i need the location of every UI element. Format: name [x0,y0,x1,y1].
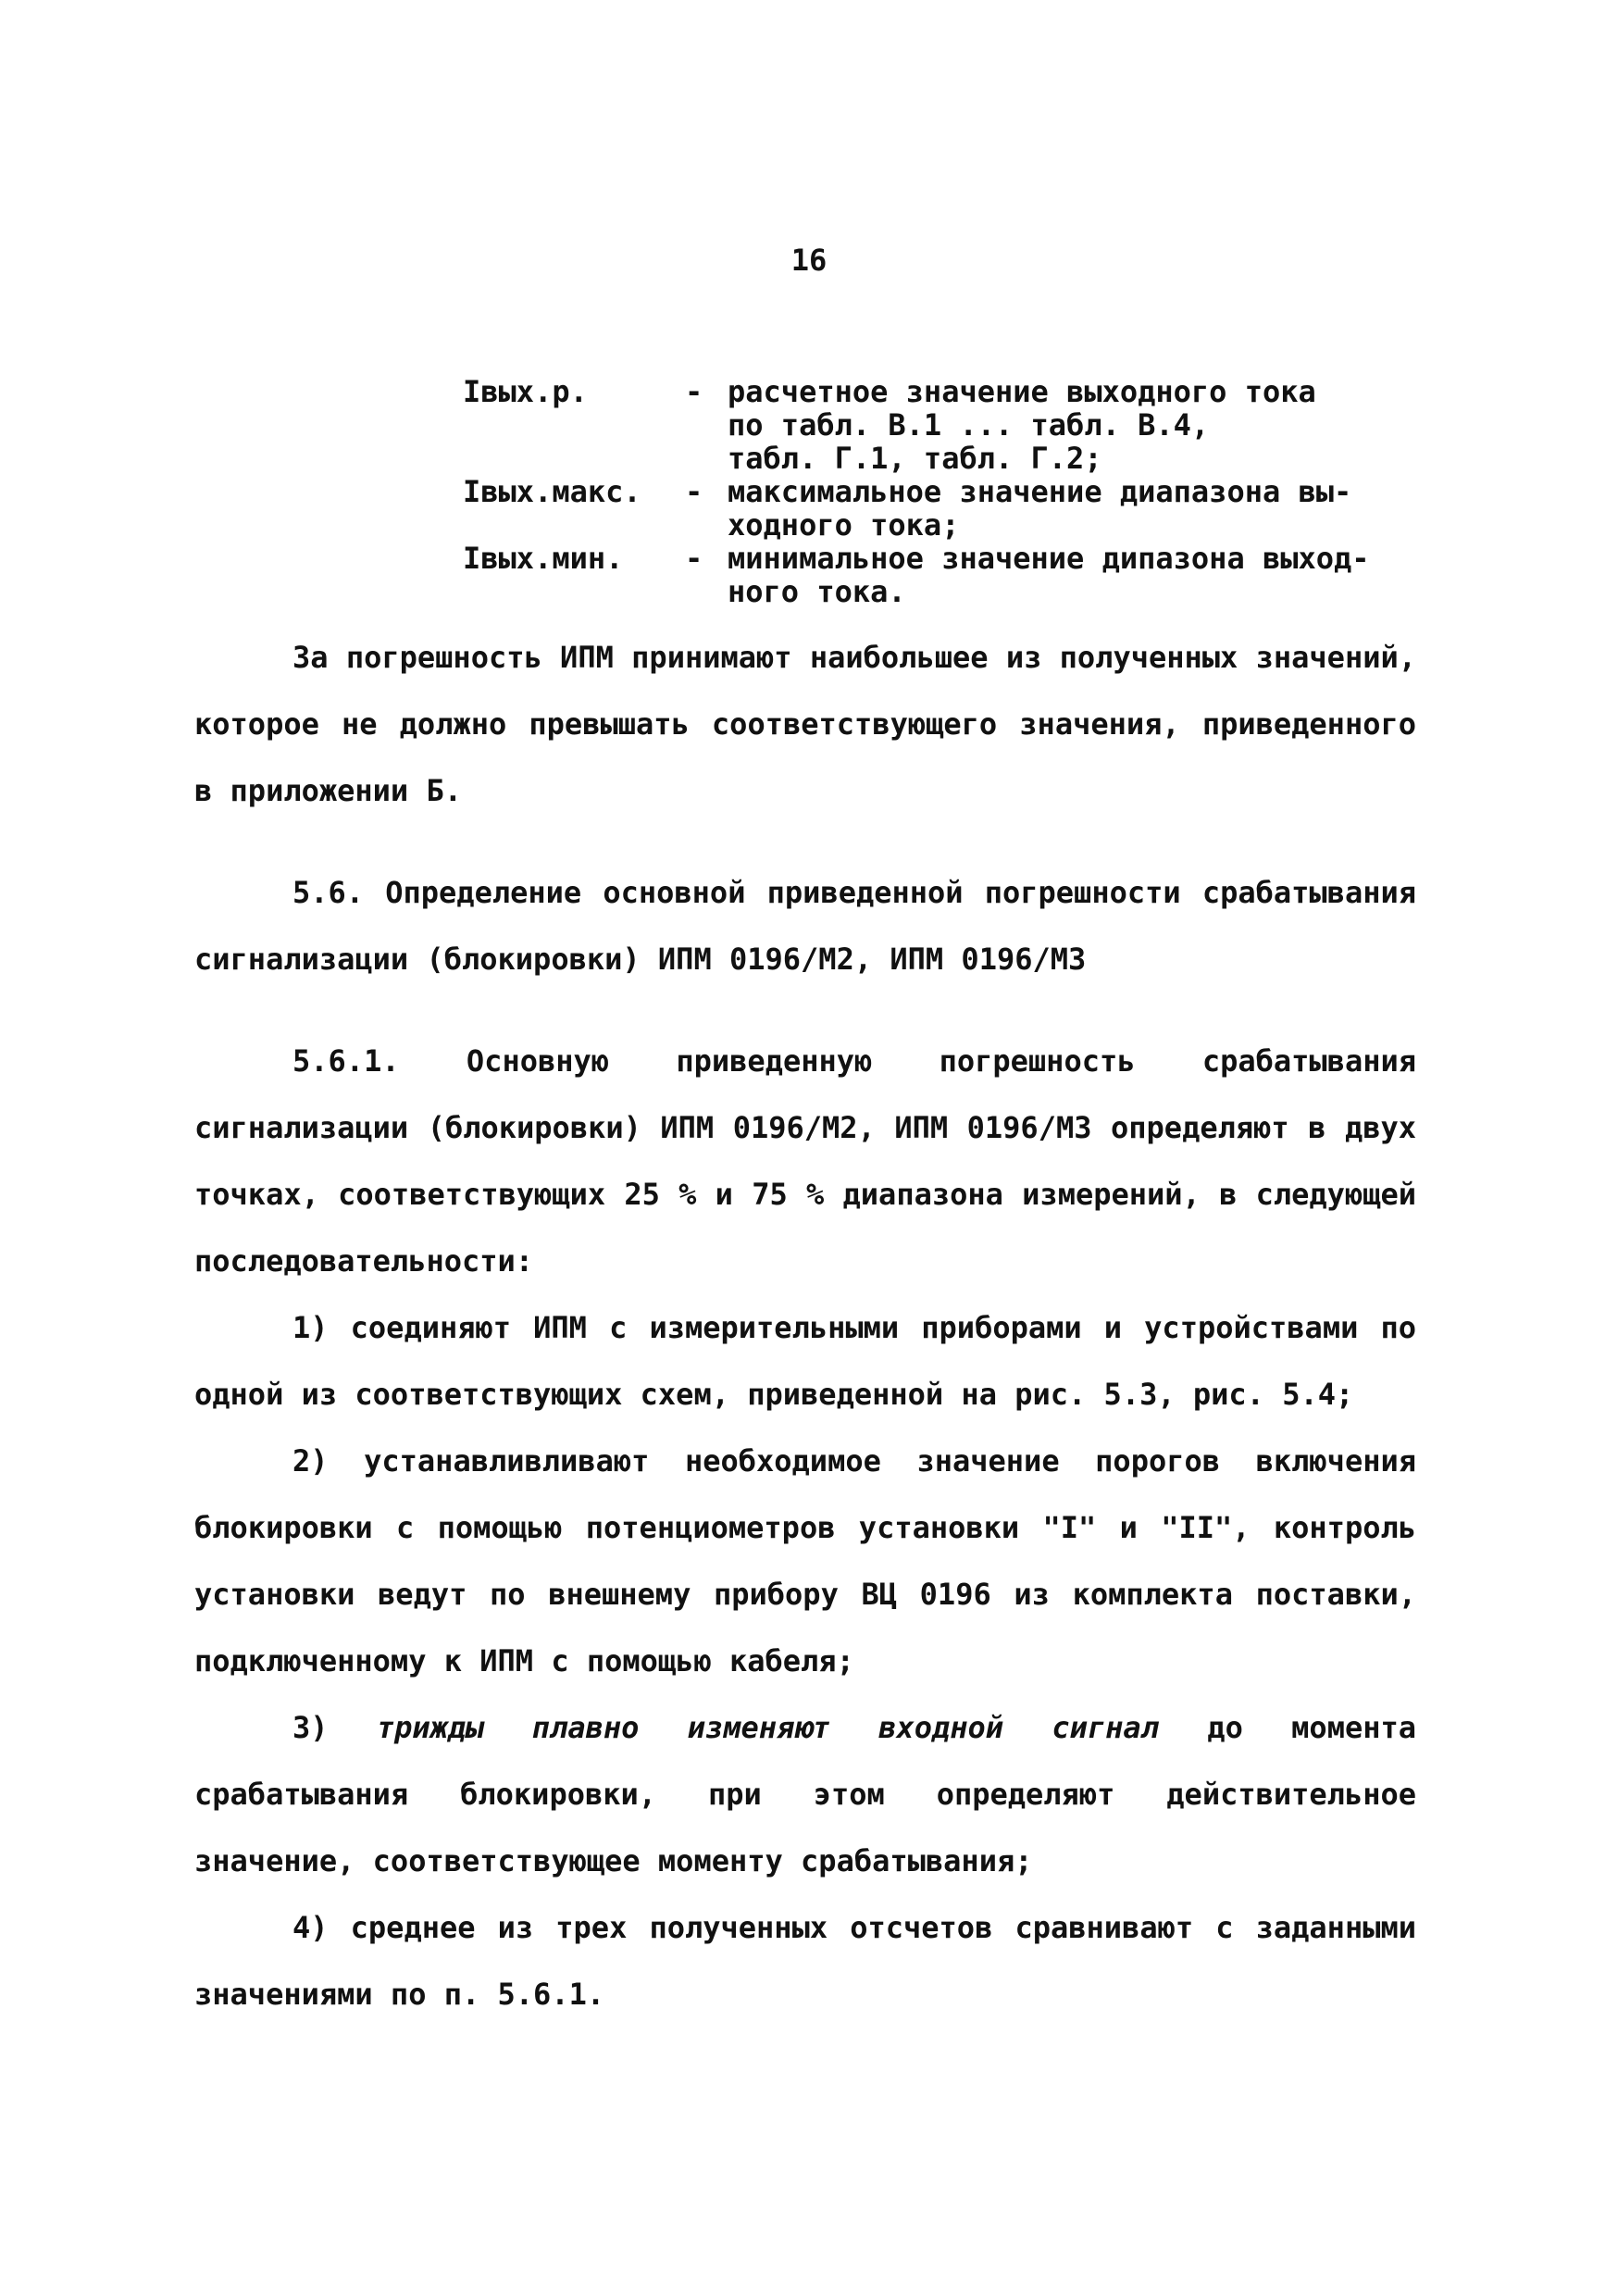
definition-text: расчетное значение выходного тока по табл. В.1 ... табл. В.4, табл. Г.1, табл. Г.2; [728,374,1316,476]
definitions-list [463,375,1444,608]
definition-row [463,542,1444,608]
step-prefix: 3) [292,1710,377,1745]
definition-row [463,375,1444,475]
section-heading-text: 5.6. Определение основной приведенной погрешности срабатывания сигнализации (блокировки) ИПМ 0196/М2, ИПМ 0196/М3 [194,875,1416,977]
paragraph-error-result [194,624,1416,824]
section-5-6-1 [194,1028,1416,2028]
definition-dash: - [685,374,703,409]
definition-term: Iвых.р. [463,374,588,409]
definition-text: минимальное значение дипазона выход- ного тока. [728,541,1370,609]
definition-term: Iвых.макс. [463,474,641,509]
step-italic-text: трижды плавно изменяют входной сигнал [376,1710,1159,1745]
section-5-6-heading [194,859,1416,992]
definition-dash: - [685,541,703,576]
step-item: 4) среднее из трех полученных отсчетов сравнивают с заданными значениями по п. 5.6.1. [194,1910,1416,2012]
page-number: 16 [790,243,828,278]
step-suffix: до момента срабатывания блокировки, при этом определяют действительное значение, соответствующее моменту срабатывания; [194,1710,1417,1878]
step-item: 2) устанавливливают необходимое значение порогов включения блокировки с помощью потенциометров установки "I" и "II", контроль установки ведут по внешнему прибору ВЦ 0196 из комплекта поставки, подключенному к ИПМ с помощью кабеля; [194,1443,1416,1678]
definition-text: максимальное значение диапазона вы- ходного тока; [728,474,1352,543]
step-item [194,1694,1416,1894]
paragraph-text: За погрешность ИПМ принимают наибольшее из полученных значений, которое не должно превышать соответствующего значения, приведенного в приложении Б. [194,640,1416,808]
definition-row [463,475,1444,542]
definition-term: Iвых.мин. [463,541,624,576]
definition-dash: - [685,474,703,509]
section-text: 5.6.1. Основную приведенную погрешность срабатывания сигнализации (блокировки) ИПМ 0196/М2, ИПМ 0196/М3 определяют в двух точках, соответствующих 25 % и 75 % диапазона измерений, в следующей последовательности: [194,1043,1416,1279]
step-item: 1) соединяют ИПМ с измерительными приборами и устройствами по одной из соответствующих схем, приведенной на рис. 5.3, рис. 5.4; [194,1310,1416,1412]
